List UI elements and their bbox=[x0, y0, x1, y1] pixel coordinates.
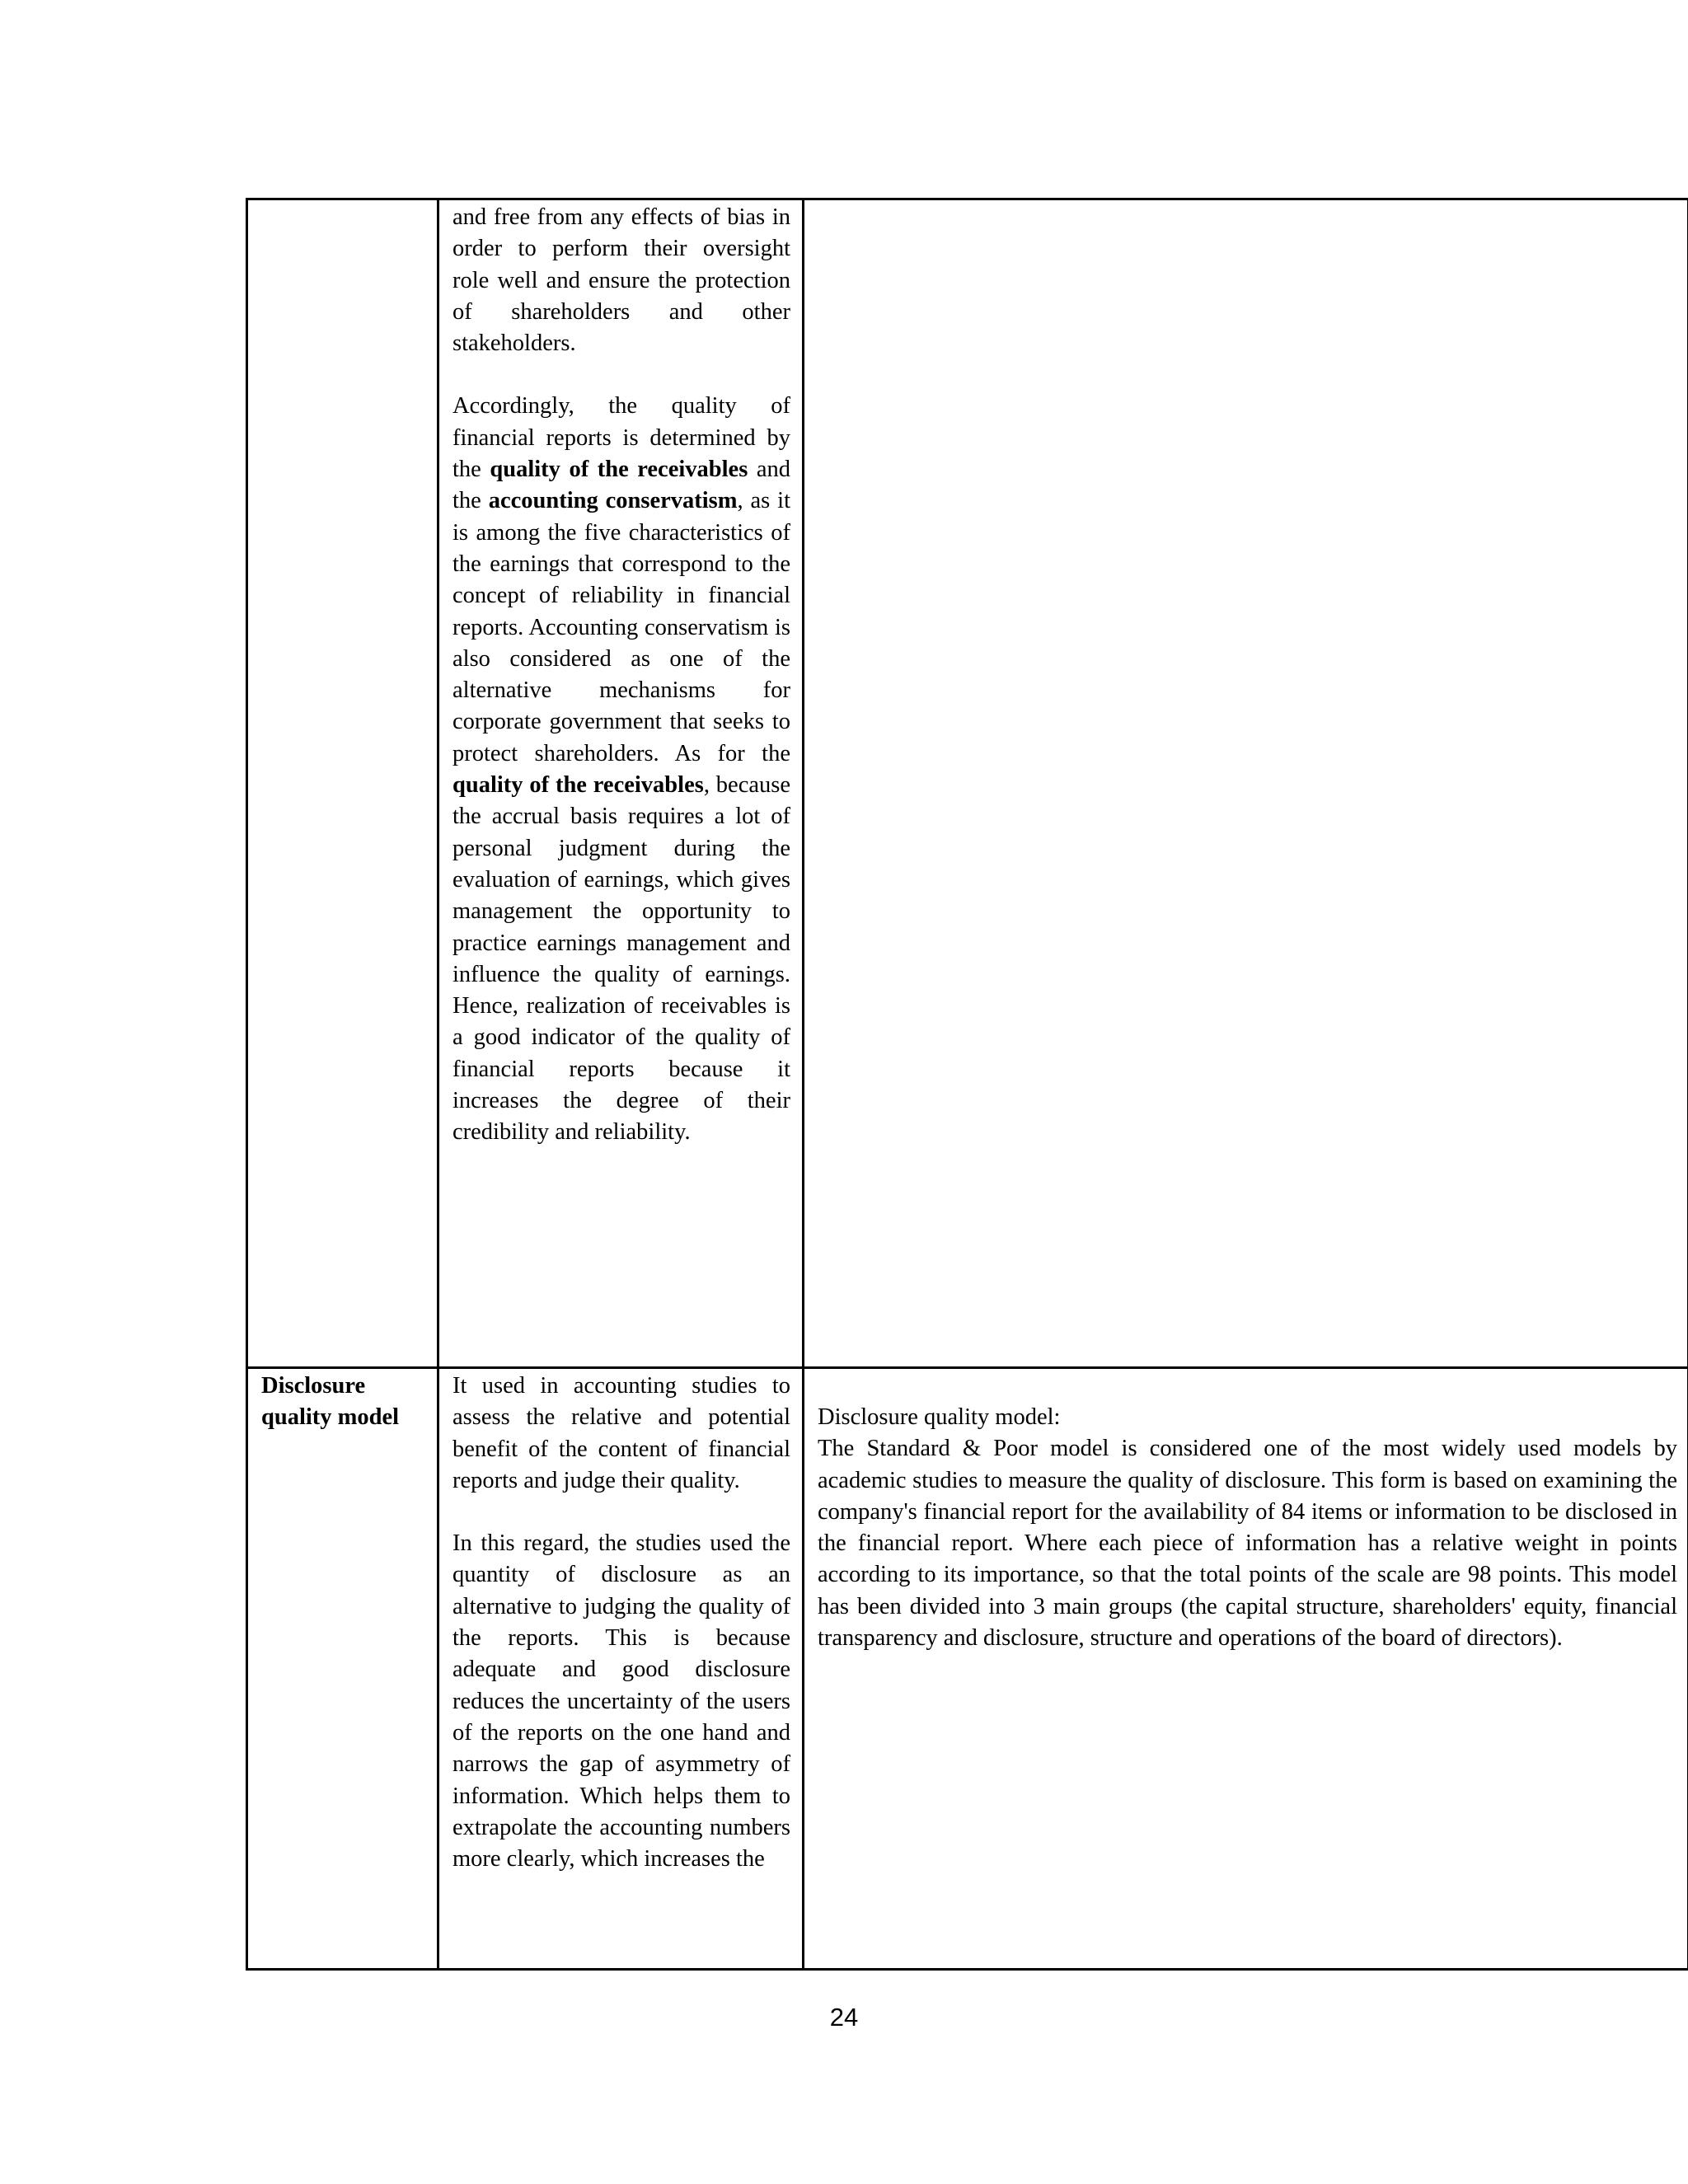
row-label bbox=[248, 200, 437, 202]
page-number: 24 bbox=[829, 2003, 859, 2032]
bold-term: quality of the receivables bbox=[490, 457, 748, 483]
row-label: Disclosure quality model bbox=[261, 1373, 400, 1431]
paragraph bbox=[452, 1528, 790, 1875]
bold-term: quality of the receivables bbox=[452, 772, 704, 799]
paragraph bbox=[452, 1371, 790, 1497]
paragraph bbox=[452, 202, 790, 359]
definition-text bbox=[439, 1369, 802, 1886]
definition-cell bbox=[438, 1368, 804, 1970]
model-title: Disclosure quality model: bbox=[818, 1404, 1061, 1430]
text-run: and free from any effects of bias in order to perform their oversight role well and ensure the protection of shareholders and other stakeholders. bbox=[452, 204, 790, 357]
text-run: , as it is among the five characteristics of the earnings that correspond to the concept of reliability in financial reports. Accounting conservatism is also considered as one of the alternative mechanisms for corporate government that seeks to protect shareholders. As for the bbox=[452, 488, 791, 766]
text-run: , because the accrual basis requires a lot of personal judgment during the evaluation of earnings, which gives management the opportunity to practice earnings management and influence the quality of earnings. Hence, realization of receivables is a good indicator of the quality of financial reports because it increases the degree of their credibility and reliability. bbox=[452, 772, 790, 1146]
content-table bbox=[246, 198, 1688, 1971]
model-text bbox=[804, 1369, 1687, 1654]
model-body: The Standard & Poor model is considered one of the most widely used models by academic studies to measure the quality of disclosure. This form is based on examining the company's financial report for the availability of 84 items or information to be disclosed in the financial report. Where each piece of information has a relative weight in points according to its importance, so that the total points of the scale are 98 points. This model has been divided into 3 main groups (the capital structure, shareholders' equity, financial transparency and disclosure, structure and operations of the board of directors). bbox=[818, 1436, 1677, 1652]
definition-text bbox=[439, 200, 802, 1160]
table-row bbox=[247, 1368, 1688, 1970]
model-cell bbox=[804, 199, 1688, 1368]
model-cell bbox=[804, 1368, 1688, 1970]
text-run: and the bbox=[452, 457, 790, 514]
label-cell bbox=[247, 1368, 438, 1970]
text-run: It used in accounting studies to assess the relative and potential benefit of the content of financial reports and judge their quality. bbox=[452, 1373, 790, 1493]
paragraph bbox=[452, 391, 790, 1148]
text-run: In this regard, the studies used the quantity of disclosure as an alternative to judging the quality of the reports. This is because adequate and good disclosure reduces the uncertainty of the users of the reports on the one hand and narrows the gap of asymmetry of information. Which helps them to extrapolate the accounting numbers more clearly, which increases the bbox=[452, 1530, 790, 1872]
bold-term: accounting conservatism bbox=[488, 488, 738, 514]
table-row bbox=[247, 199, 1688, 1368]
label-cell bbox=[247, 199, 438, 1368]
definition-cell bbox=[438, 199, 804, 1368]
text-run: Accordingly, the quality of financial reports is determined by the bbox=[452, 393, 790, 483]
model-text bbox=[804, 200, 1687, 233]
